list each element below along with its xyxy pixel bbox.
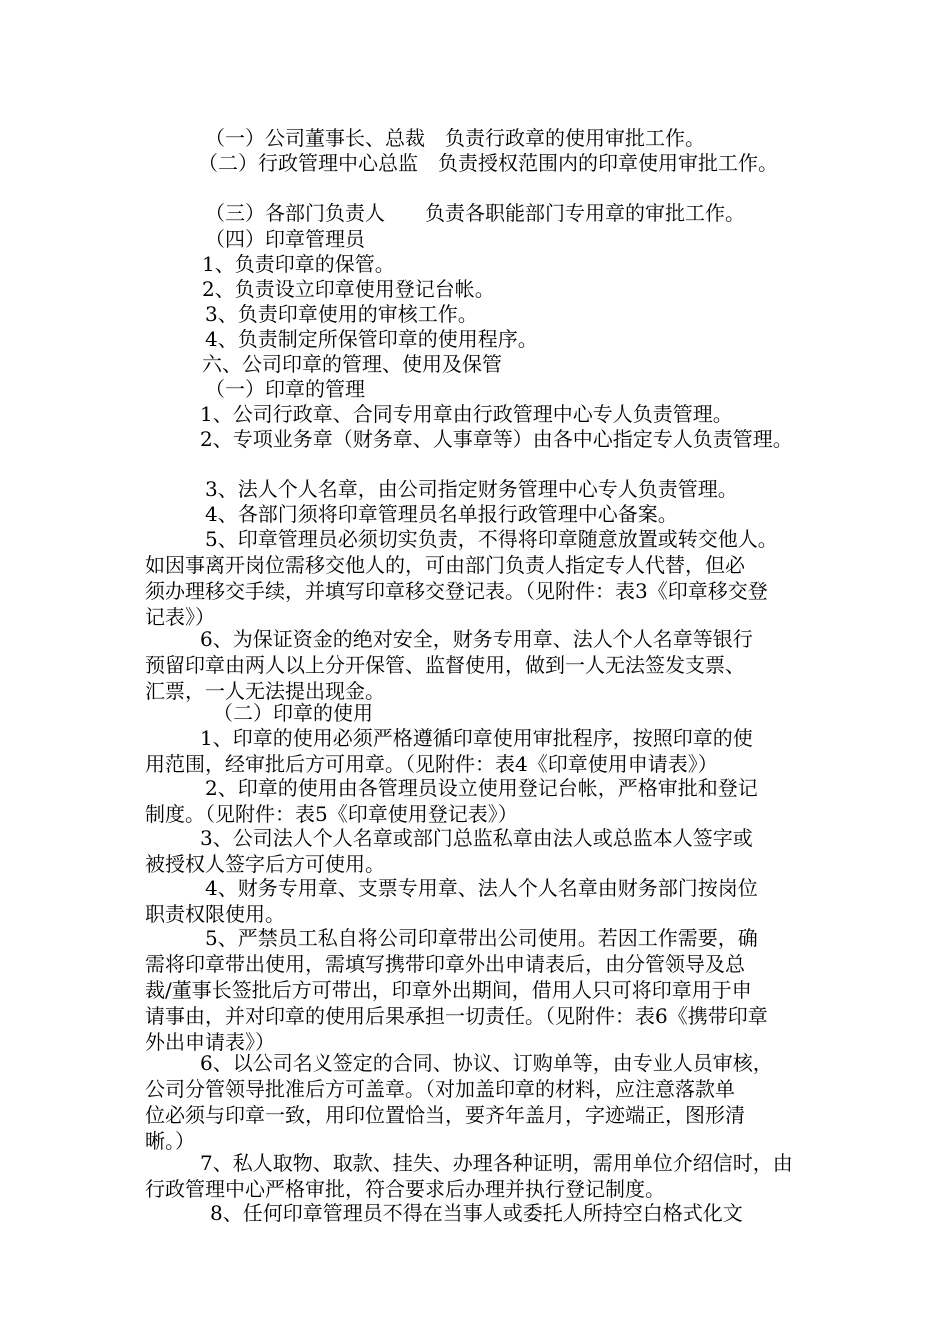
paragraph-usage-4: 4、财务专用章、支票专用章、法人个人名章由财务部门按岗位 职责权限使用。 xyxy=(145,876,758,926)
subsection-heading-management: （一）印章的管理 xyxy=(205,377,365,401)
line-management-2: 2、专项业务章（财务章、人事章等）由各中心指定专人负责管理。 xyxy=(200,427,793,451)
paragraph-usage-1: 1、印章的使用必须严格遵循印章使用审批程序，按照印章的使 用范围，经审批后方可用章。（见附件：表4《印章使用申请表》） xyxy=(145,726,753,776)
line-duty-1: 1、负责印章的保管。 xyxy=(202,252,395,276)
paragraph-usage-8: 8、任何印章管理员不得在当事人或委托人所持空白格式化文 xyxy=(210,1201,743,1225)
line-management-1: 1、公司行政章、合同专用章由行政管理中心专人负责管理。 xyxy=(200,402,733,426)
section-heading-six: 六、公司印章的管理、使用及保管 xyxy=(202,352,502,376)
line-management-3: 3、法人个人名章，由公司指定财务管理中心专人负责管理。 xyxy=(205,477,738,501)
paragraph-management-5: 5、印章管理员必须切实负责，不得将印章随意放置或转交他人。 如因事离开岗位需移交他人的，可由部门负责人指定专人代替，但必 须办理移交手续，并填写印章移交登记表。（见附件：表3《印章移交登 记表》） xyxy=(145,527,778,629)
paragraph-usage-7: 7、私人取物、取款、挂失、办理各种证明，需用单位介绍信时，由 行政管理中心严格审批，符合要求后办理并执行登记制度。 xyxy=(145,1151,793,1201)
line-duty-4: 4、负责制定所保管印章的使用程序。 xyxy=(205,327,538,351)
line-approval-dept-head: （三）各部门负责人 负责各职能部门专用章的审批工作。 xyxy=(205,201,745,225)
line-seal-administrator: （四）印章管理员 xyxy=(205,227,365,251)
line-approval-chairman: （一）公司董事长、总裁 负责行政章的使用审批工作。 xyxy=(205,126,705,150)
line-management-4: 4、各部门须将印章管理员名单报行政管理中心备案。 xyxy=(205,502,678,526)
line-duty-2: 2、负责设立印章使用登记台帐。 xyxy=(202,277,495,301)
paragraph-usage-5: 5、严禁员工私自将公司印章带出公司使用。若因工作需要，确 需将印章带出使用，需填写携带印章外出申请表后，由分管领导及总 裁/董事长签批后方可带出，印章外出期间，借用人只可将印章用于申 请事由，并对印章的使用后果承担一切责任。（见附件：表6《携带印章 外出申请表》） xyxy=(145,926,768,1054)
paragraph-usage-3: 3、公司法人个人名章或部门总监私章由法人或总监本人签字或 被授权人签字后方可使用。 xyxy=(145,826,753,876)
subsection-heading-usage: （二）印章的使用 xyxy=(213,701,373,725)
paragraph-management-6: 6、为保证资金的绝对安全，财务专用章、法人个人名章等银行 预留印章由两人以上分开保管、监督使用，做到一人无法签发支票、 汇票，一人无法提出现金。 xyxy=(145,627,753,703)
paragraph-usage-2: 2、印章的使用由各管理员设立使用登记台帐，严格审批和登记 制度。（见附件：表5《印章使用登记表》） xyxy=(145,776,758,826)
paragraph-usage-6: 6、以公司名义签定的合同、协议、订购单等，由专业人员审核， 公司分管领导批准后方可盖章。（对加盖印章的材料，应注意落款单 位必须与印章一致，用印位置恰当，要齐年盖月，字迹端正，图形清 晰。） xyxy=(145,1051,773,1153)
line-approval-admin-director: （二）行政管理中心总监 负责授权范围内的印章使用审批工作。 xyxy=(198,151,778,175)
line-duty-3: 3、负责印章使用的审核工作。 xyxy=(205,302,478,326)
